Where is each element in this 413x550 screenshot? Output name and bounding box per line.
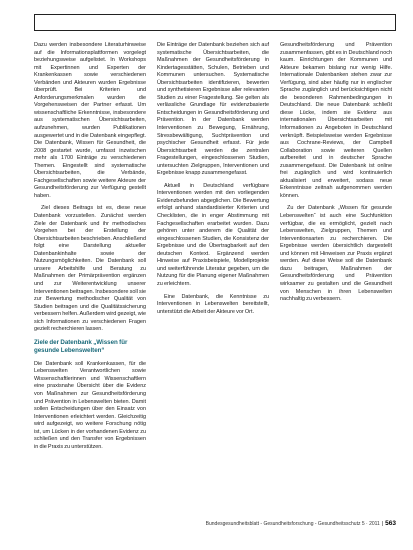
text-column-2 xyxy=(157,42,269,321)
paragraph: Zu der Datenbank „Wissen für gesunde Lebenswelten“ ist auch eine Suchfunktion verfügbar, die es ermöglicht, gezielt nach Lebenswelten, Zielgruppen, Themen und Interventionsarten zu recherchieren. Die Ergebnisse werden übersichtlich dargestellt und können mit Hinweisen zur Praxis ergänzt werden. Auf diese Weise soll die Datenbank dazu beitragen, Maßnahmen der Gesundheitsförderung und Prävention wirksamer zu gestalten und die Gesundheit von Menschen in ihren Lebenswelten nachhaltig zu verbessern. xyxy=(280,205,392,303)
text-column-1 xyxy=(34,42,146,456)
paragraph: Die Einträge der Datenbank beziehen sich auf systematische Übersichtsarbeiten, die Maßnahmen der Gesundheitsförderung in Kindertagesstätten, Schulen, Betrieben und Kommunen untersuchen. Systematische Übersichtsarbeiten identifizieren, bewerten und synthetisieren Ergebnisse aller relevanten Studien zu einer Fragestellung. Sie gelten als verlässliche Grundlage für evidenzbasierte Entscheidungen in Gesundheitsförderung und Prävention. In der Datenbank werden Interventionen zu Bewegung, Ernährung, Stressbewältigung, Suchtprävention und psychischer Gesundheit erfasst. Für jede Übersichtsarbeit werden die zentralen Fragestellungen, eingeschlossenen Studien, untersuchten Zielgruppen, Interventionen und Ergebnisse knapp zusammengefasst. xyxy=(157,42,269,177)
header-box xyxy=(34,14,396,31)
paragraph: Die Datenbank soll Krankenkassen, für die Lebenswelten Verantwortlichen sowie Wissenschaftlerinnen und Wissenschaftlern eine praxisnahe Übersicht über die Evidenz von Maßnahmen zur Gesundheitsförderung und Prävention in Lebenswelten bieten. Damit sollen Entscheidungen über den Einsatz von Interventionen erleichtert werden. Gleichzeitig wird aufgezeigt, wo weitere Forschung nötig ist, um Lücken in der vorhandenen Evidenz zu schließen und den Transfer von Ergebnissen in die Praxis zu unterstützen. xyxy=(34,360,146,450)
page-number: 563 xyxy=(385,520,396,527)
footer-divider: | xyxy=(381,521,384,527)
paragraph: Aktuell in Deutschland verfügbare Interventionen werden mit den vorliegenden Evidenzbefunden abgeglichen. Die Bewertung erfolgt anhand standardisierter Kriterien und Checklisten, die in enger Abstimmung mit Fachgesellschaften erarbeitet wurden. Dazu gehören unter anderem die Qualität der eingeschlossenen Studien, die Konsistenz der Ergebnisse und die Übertragbarkeit auf den deutschen Kontext. Ergänzend werden Hinweise auf Praxisbeispiele, Modellprojekte und weiterführende Literatur gegeben, um die Nutzung für die Planung eigener Maßnahmen zu erleichtern. xyxy=(157,182,269,287)
paragraph: Ziel dieses Beitrags ist es, diese neue Datenbank vorzustellen. Zunächst werden Ziele der Datenbank und ihr methodisches Vorgehen bei der Erstellung der Übersichtsarbeiten beschrieben. Anschließend folgt eine Darstellung aktueller Datenbankinhalte sowie der Nutzungsmöglichkeiten. Die Datenbank soll unsere Arbeitshilfe und Beratung zu Maßnahmen der Primärprävention ergänzen und zur Weiterentwicklung unserer Interventionen beitragen. Insbesondere soll sie zur Bewertung methodischer Qualität von Studien beitragen und die Qualitätssicherung verbessern helfen. Außerdem wird gezeigt, wie sich Informationen zu verschiedenen Fragen gezielt recherchieren lassen. xyxy=(34,205,146,333)
journal-citation: Bundesgesundheitsblatt - Gesundheitsforschung - Gesundheitsschutz 5 · 2011 xyxy=(205,521,380,527)
paragraph: Gesundheitsförderung und Prävention zusammenfassen, gibt es in Deutschland noch kaum. Einrichtungen der Kommunen und Akteure bekamen bislang nur wenig Hilfe. Internationale Datenbanken stehen zwar zur Verfügung, sind aber häufig nur in englischer Sprache zugänglich und berücksichtigen nicht die besonderen Rahmenbedingungen in Deutschland. Die neue Datenbank schließt diese Lücke, indem sie Evidenz aus internationalen Übersichtsarbeiten mit Informationen zu Angeboten in Deutschland verknüpft. Beispielsweise werden Ergebnisse aus Cochrane-Reviews, der Campbell Collaboration sowie weiteren Quellen aufbereitet und in deutscher Sprache zusammengefasst. Die Datenbank ist online frei zugänglich und wird kontinuierlich aktualisiert und erweitert, sodass neue Erkenntnisse zeitnah aufgenommen werden können. xyxy=(280,42,392,199)
paragraph: Dazu werden insbesondere Literaturhinweise auf die Informationsplattformen vorgelegt beziehungsweise aufgelistet. In Workshops mit Expertinnen und Experten der Krankenkassen sowie verschiedenen Verbänden und Akteuren wurden Ergebnisse überprüft. Bei Kriterien und Anforderungsmerkmalen wurden die Vorgehensweisen der Partner erfasst. Um wissenschaftliche Erkenntnisse, insbesondere aus systematischen Übersichtsarbeiten, aufzunehmen, wurden Publikationen ausgewertet und in die Datenbank eingepflegt. Die Datenbank, Wissen für Gesundheit, die 2008 gestartet wurde, umfasst inzwischen mehr als 1700 Einträge zu verschiedenen Themen. Eingestellt sind systematische Übersichtsarbeiten, die Verbände, Fachgesellschaften sowie weitere Akteure der Gesundheitsförderung zur Verfügung gestellt haben. xyxy=(34,42,146,199)
paragraph: Eine Datenbank, die Kenntnisse zu Interventionen in Lebenswelten bereitstellt, unterstützt die Arbeit der Akteure vor Ort. xyxy=(157,293,269,315)
section-heading: Ziele der Datenbank „Wissen für gesunde Lebenswelten“ xyxy=(34,338,128,354)
text-column-3 xyxy=(280,42,392,309)
page-footer xyxy=(200,520,396,528)
